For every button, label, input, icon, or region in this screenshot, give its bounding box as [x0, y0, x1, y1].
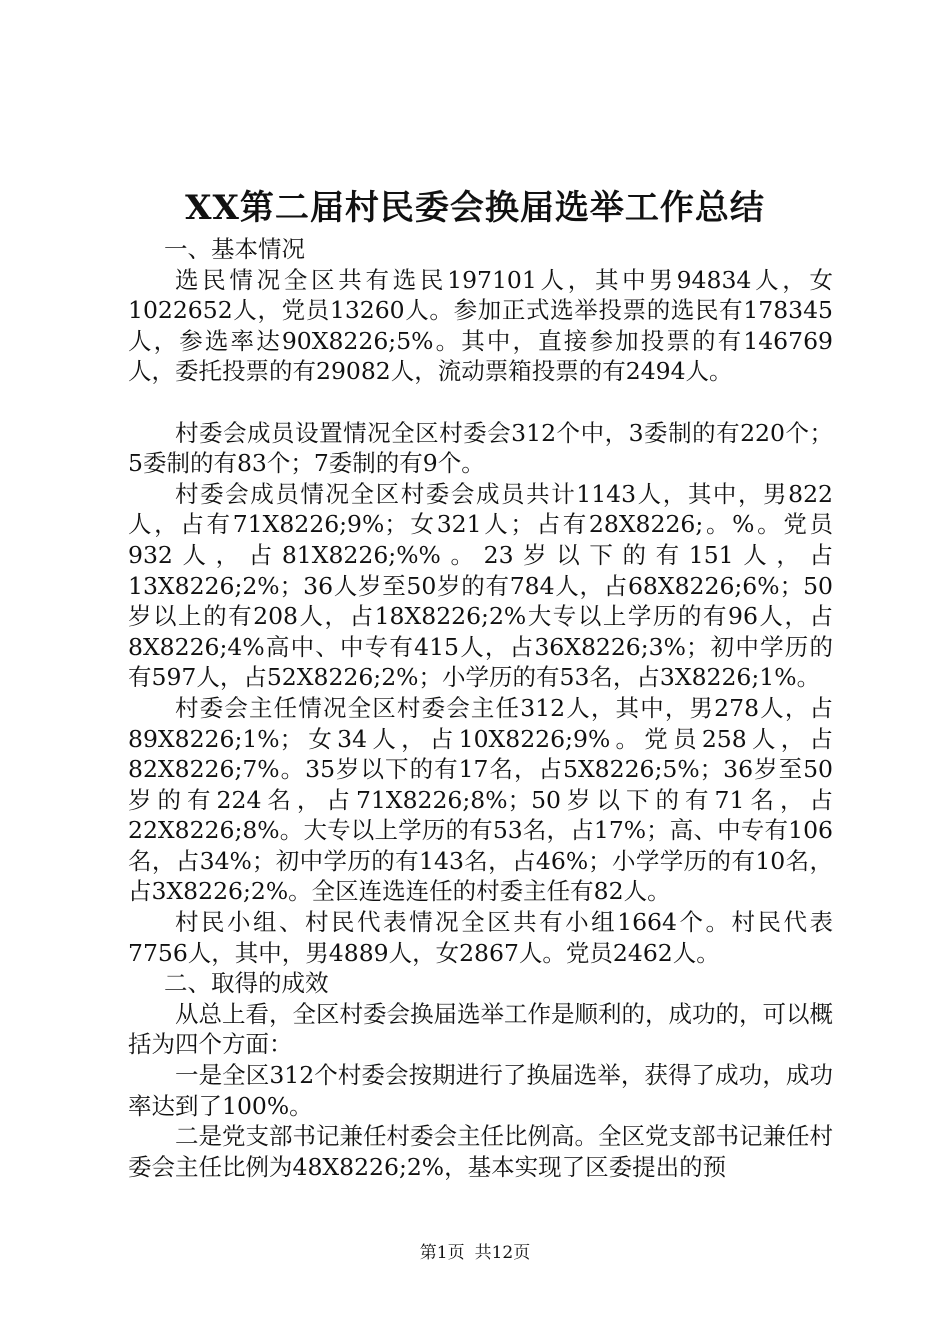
paragraph-committee-setup: 村委会成员设置情况全区村委会312个中，3委制的有220个；5委制的有83个；7委制的有9个。 [128, 418, 833, 478]
paragraph-overview: 从总上看，全区村委会换届选举工作是顺利的，成功的，可以概括为四个方面： [128, 999, 833, 1059]
blank-line [128, 387, 833, 418]
paragraph-point-one: 一是全区312个村委会按期进行了换届选举，获得了成功，成功率达到了100%。 [128, 1061, 833, 1120]
paragraph-village-groups: 村民小组、村民代表情况全区共有小组1664个。村民代表7756人，其中，男4889人，女2867人。党员2462人。 [128, 908, 833, 967]
page-footer [0, 1242, 950, 1264]
paragraph-committee-members: 村委会成员情况全区村委会成员共计1143人，其中，男822人，占有71X8226;9%；女321人；占有28X8226;。%。党员932人，占81X8226;%%。23岁以下的有151人，占13X8226;2%；36人岁至50岁的有784人，占68X8226;6%；50岁以上的有208人，占18X8226;2%大专以上学历的有96人，占8X8226;4%高中、中专有415人，占36X8226;3%；初中学历的有597人，占52X8226;2%；小学历的有53名，占3X8226;1%。 [128, 479, 833, 692]
document-body [128, 234, 833, 1182]
page-number: 第1页 [419, 1243, 465, 1263]
document-title: XX第二届村民委会换届选举工作总结 [185, 188, 765, 228]
section-heading: 一、基本情况 [164, 235, 305, 263]
paragraph-point-two: 二是党支部书记兼任村委会主任比例高。全区党支部书记兼任村委会主任比例为48X8226;2%，基本实现了区委提出的预 [128, 1122, 833, 1181]
paragraph-committee-directors: 村委会主任情况全区村委会主任312人，其中，男278人，占89X8226;1%；女34人，占10X8226;9%。党员258人，占82X8226;7%。35岁以下的有17名，占5X8226;5%；36岁至50岁的有224名，占71X8226;8%；50岁以下的有71名，占22X8226;8%。大专以上学历的有53名，占17%；高、中专有106名，占34%；初中学历的有143名，占46%；小学学历的有10名，占3X8226;2%。全区连选连任的村委主任有82人。 [128, 693, 833, 906]
page-total: 共12页 [474, 1243, 531, 1263]
section-heading: 二、取得的成效 [164, 969, 329, 998]
paragraph-voters: 选民情况全区共有选民197101人，其中男94834人，女1022652人，党员13260人。参加正式选举投票的选民有178345人，参选率达90X8226;5%。其中，直接参加投票的有146769人，委托投票的有29082人，流动票箱投票的有2494人。 [128, 265, 833, 386]
